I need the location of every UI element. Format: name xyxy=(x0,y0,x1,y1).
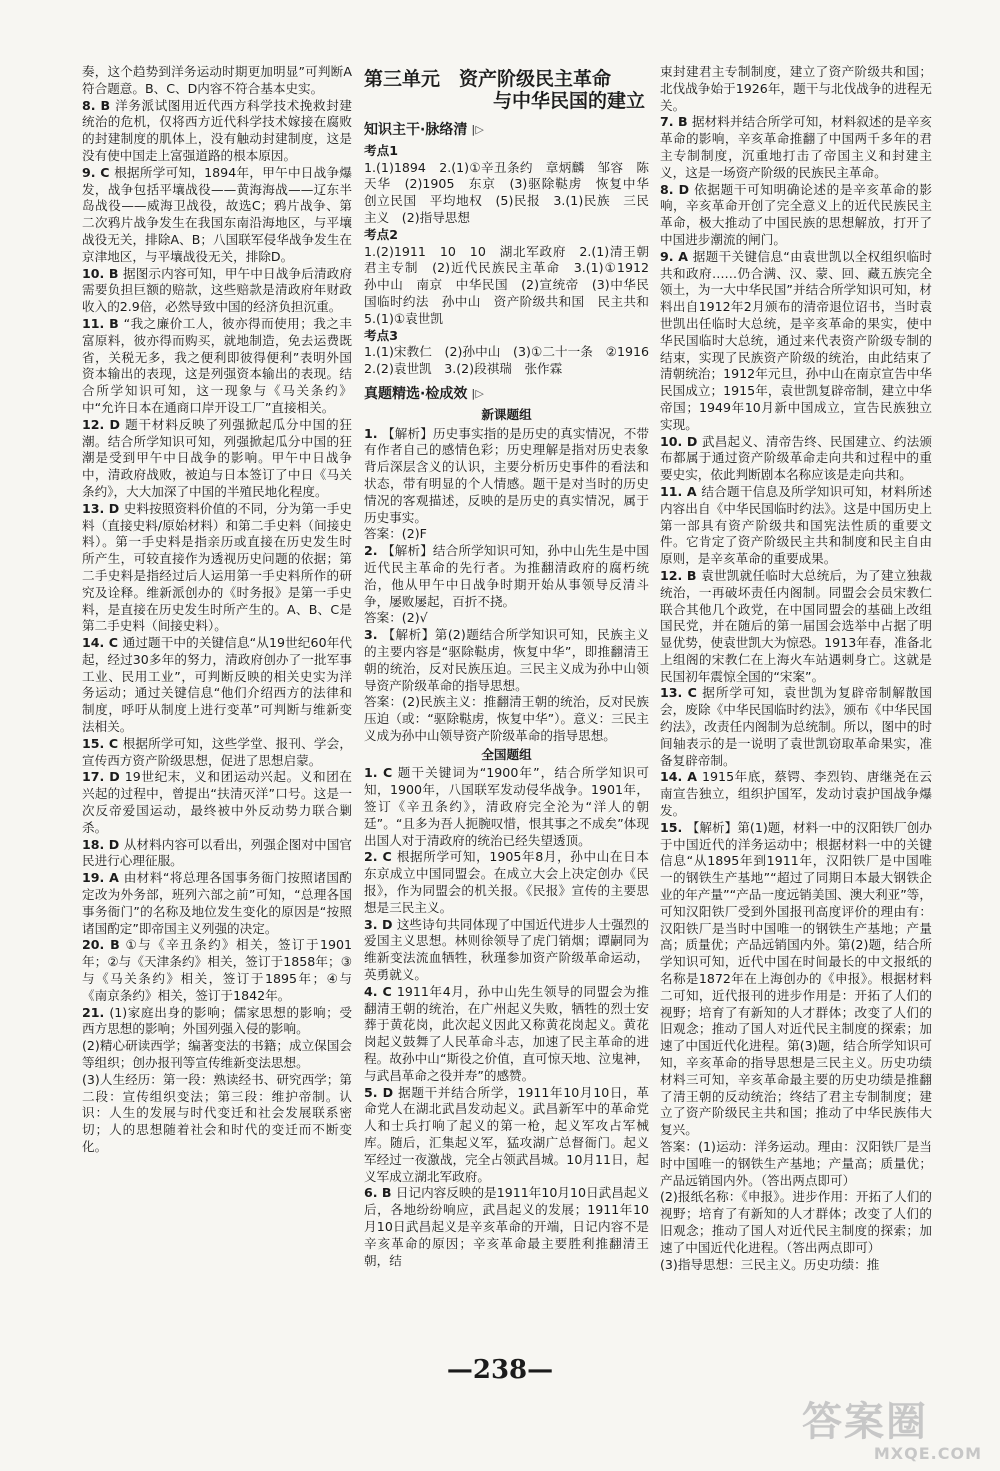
answer-number: 2. C xyxy=(364,849,397,865)
answer-text: 由材料“将总理各国事务衙门按照诸国酌定改为外务部，班列六部之前”可知，“总理各国事务衙门”的名称及地位发生变化的原因是“按照诸国酌定”即帝国主义列强的决定。 xyxy=(82,870,352,936)
answer-number: 20. B xyxy=(82,937,126,953)
answer-text: 答案：(1)运动：洋务运动。理由：汉阳铁厂是当时中国唯一的钢铁生产基地；产量高；质量优；产品远销国内外。（答出两点即可） xyxy=(660,1139,932,1188)
answer-item xyxy=(82,769,352,836)
answer-item xyxy=(82,1072,352,1156)
answer-text: 答案：(2)√ xyxy=(364,610,428,626)
answer-number: 11. A xyxy=(660,483,702,499)
answer-item xyxy=(82,870,352,937)
answer-number: 19. A xyxy=(82,870,124,886)
answer-item xyxy=(82,501,352,635)
answer-text: 1915年底，蔡锷、李烈钧、唐继尧在云南宣告独立，组织护国军，发动讨袁护国战争爆发。 xyxy=(660,769,932,819)
answer-item xyxy=(82,64,352,98)
answer-number: 1. C xyxy=(364,765,398,781)
answer-item xyxy=(82,736,352,770)
answer-item xyxy=(364,765,649,849)
watermark-text: 答案圈 xyxy=(802,1399,928,1445)
answer-item xyxy=(82,316,352,417)
answer-text: (3)指导思想：三民主义。历史功绩：推 xyxy=(660,1256,880,1272)
answer-item xyxy=(364,610,649,627)
subsection-title-national: 全国题组 xyxy=(481,746,532,762)
section-title: 知识主干·脉络清 xyxy=(364,122,468,138)
knowledge-points xyxy=(364,142,662,378)
answer-item xyxy=(660,249,932,434)
answer-text: 这些诗句共同体现了中国近代进步人士强烈的爱国主义思想。林则徐领导了虎门销烟；谭嗣同为维新变法流血牺牲，秋瑾参加资产阶级革命运动，英勇就义。 xyxy=(364,916,649,983)
answer-item xyxy=(660,114,932,181)
answer-number: 21. xyxy=(82,1004,110,1020)
answer-text: 武昌起义、清帝告终、民国建立、约法颁布都属于通过资产阶级革命走向共和过程中的重要史实，依此判断剧本名称应该是走向共和。 xyxy=(660,433,932,483)
answer-item xyxy=(660,685,932,769)
answer-number: 8. B xyxy=(82,97,116,113)
answer-number: 13. D xyxy=(82,500,124,516)
section-heading-knowledge xyxy=(364,122,649,139)
knowledge-point-label: 考点2 xyxy=(364,226,398,242)
answer-text: 【解析】第(2)题结合所学知识可知，民族主义的主要内容是“驱除鞑虏，恢复中华”，即推翻清王朝的统治，反对民族压迫。三民主义成为孙中山领导资产阶级革命的指导思想。 xyxy=(364,627,649,693)
answer-text: 根据所学可知，1894年，甲午中日战争爆发，战争包括平壤战役——黄海海战——辽东半岛战役——威海卫战役，故选C；鸦片战争、第二次鸦片战争发生在我国东南沿海地区，与平壤战役无关，排除A、B；八国联军侵华战争发生在京津地区，与平壤战役无关，排除D。 xyxy=(82,164,352,264)
answer-item xyxy=(364,526,649,543)
answer-item xyxy=(660,182,932,249)
answer-text: 据题干关键信息“由袁世凯以全权组织临时共和政府……仍合满、汉、蒙、回、藏五族完全领土，为一大中华民国”并结合所学知识可知，材料出自1912年2月颁布的清帝退位诏书，当时袁世凯出任临时大总统，是辛亥革命的果实，使中华民国临时大总统，通过来代表资产阶级专制的结束，实现了民族资产阶级的统治，由此结束了清朝统治；1912年元旦，孙中山在南京宣告中华民国成立；1915年，袁世凯复辟帝制，建立中华帝国；1949年10月新中国成立，宣告民族独立实现。 xyxy=(660,248,932,432)
answer-text: “我之廉价工人，彼亦得而使用；我之丰富原料，彼亦得而购买，就地制造，免去运费既省，关税无多，我之便利即彼得便利”表明外国资本输出的表现，这是列强资本输出的表现。结合所学知识可知，这一现象与《马关条约》中“允许日本在通商口岸开设工厂”直接相关。 xyxy=(82,315,352,415)
answer-text: 根据所学可知，1905年8月，孙中山在日本东京成立中国同盟会。在成立大会上决定创办《民报》，作为同盟会的机关报。《民报》宣传的主要思想是三民主义。 xyxy=(364,849,649,915)
answer-text: 【解析】结合所学知识可知，孙中山先生是中国近代民主革命的先行者。为推翻清政府的腐朽统治，他从甲午中日战争时期开始从事领导反清斗争，屡败屡起，百折不挠。 xyxy=(364,543,650,609)
column-middle xyxy=(364,64,662,1269)
double-arrow-icon: |▷ xyxy=(471,386,484,400)
knowledge-point-label: 考点3 xyxy=(364,327,398,343)
answer-text: 题干关键词为“1900年”，结合所学知识可知，1900年，八国联军发动侵华战争。1901年，签订《辛丑条约》，清政府完全沦为“洋人的朝廷”。“且多为吾人扼腕叹惜，恨其事之不成矣”体现出国人对于清政府的统治已经失望透顶。 xyxy=(364,765,649,848)
answer-number: 6. B xyxy=(364,1185,396,1201)
answer-text: (1)家庭出身的影响；儒家思想的影响；受西方思想的影响；外国列强入侵的影响。 xyxy=(82,1004,352,1037)
knowledge-point-label: 考点1 xyxy=(364,142,398,158)
answer-number: 3. D xyxy=(364,916,397,932)
section-heading-exam xyxy=(364,386,649,403)
answer-item xyxy=(660,64,932,114)
column-right xyxy=(660,64,932,1273)
unit-title xyxy=(364,68,649,112)
answer-text: 日记内容反映的是1911年10月10日武昌起义后，各地纷纷响应，武昌起义的发展；1911年10月10日武昌起义是辛亥革命的开端，日记内容不是辛亥革命的原因；辛亥革命最主要胜利推翻清王朝，结 xyxy=(364,1185,649,1268)
answer-text: (2)精心研读西学；编著变法的书籍；成立保国会等组织；创办报刊等宣传维新变法思想。 xyxy=(82,1038,352,1071)
answer-text: 根据所学可知，这些学堂、报刊、学会，宣传西方资产阶级思想，促进了思想启蒙。 xyxy=(82,735,352,768)
new-questions xyxy=(364,426,649,745)
answer-text: 1.(1)宋教仁 (2)孙中山 (3)①二十一条 ②1916 2.(2)袁世凯 3.(2)段祺瑞 张作霖 xyxy=(364,344,662,377)
answer-item xyxy=(82,937,352,1004)
answer-text: 奏，这个趋势到洋务运动时期更加明显”可判断A符合题意。B、C、D内容不符合基本史实。 xyxy=(82,64,352,96)
answer-number: 14. A xyxy=(660,769,703,785)
answer-text: 答案：(2)民族主义：推翻清王朝的统治，反对民族压迫（或：“驱除鞑虏，恢复中华”）。意义：三民主义成为孙中山领导资产阶级革命的指导思想。 xyxy=(364,694,649,743)
answer-number: 4. C xyxy=(364,983,397,999)
unit-title-line1: 第三单元 资产阶级民主革命 xyxy=(364,68,612,90)
answer-text: 据图示内容可知，甲午中日战争后清政府需要负担巨额的赔款，这些赔款是清政府年财政收入的2.9倍，必然导致中国的经济负担沉重。 xyxy=(82,265,353,315)
knowledge-point-answers xyxy=(364,159,662,227)
answer-item xyxy=(82,1038,352,1072)
answer-number: 18. D xyxy=(82,836,124,852)
answer-text: 洋务派试图用近代西方科学技术挽救封建统治的危机，仅将西方近代科学技术嫁接在腐败的封建制度的肌体上，没有触动封建制度，这是没有使中国走上富强道路的根本原因。 xyxy=(82,97,353,163)
answer-text: 通过题干中的关键信息“从19世纪60年代起，经过30多年的努力，清政府创办了一批军事工业、民用工业”，可判断反映的相关史实为洋务运动；通过关键信息“他们介绍西方的法律和制度，呼吁从制度上进行变革”可判断与维新变法相关。 xyxy=(82,635,353,735)
answer-item xyxy=(82,98,352,165)
section-title: 真题精选·检成效 xyxy=(364,385,468,402)
answer-text: 据所学可知，袁世凯为复辟帝制解散国会，废除《中华民国临时约法》，颁布《中华民国约法》，改责任内阁制为总统制。所以，图中的时间轴表示的是一说明了袁世凯窃取革命果实，准备复辟帝制。 xyxy=(660,685,932,768)
knowledge-point-answers xyxy=(364,344,662,378)
page-number: —238— xyxy=(446,1355,554,1385)
answer-text: 1.(2)1911 10 10 湖北军政府 2.(1)清王朝 君主专制 (2)近代民族民主革命 3.(1)①1912 孙中山 南京 中华民国 (2)宣统帝 (3)中华民国临时约法 孙中山 资产阶级共和国 民主共和 5.(1)①袁世凯 xyxy=(364,243,662,326)
answer-text: 19世纪末，义和团运动兴起。义和团在兴起的过程中，曾提出“扶清灭洋”口号。这是一次反帝爱国运动，最终被中外反动势力联合剿杀。 xyxy=(82,769,352,835)
answer-item xyxy=(364,694,649,744)
column-left xyxy=(82,64,352,1156)
answer-text: 据材料并结合所学可知，材料叙述的是辛亥革命的影响，辛亥革命推翻了中国两千多年的君主专制制度，沉重地打击了帝国主义和封建主义，这是一场资产阶级的民族民主革命。 xyxy=(660,114,932,180)
answer-item xyxy=(660,1189,932,1256)
national-questions xyxy=(364,765,649,1269)
double-arrow-icon: |▷ xyxy=(471,123,484,136)
answer-number: 11. B xyxy=(82,315,124,331)
answer-item xyxy=(660,434,932,484)
answer-number: 9. A xyxy=(660,248,693,264)
answer-number: 9. C xyxy=(82,164,115,180)
answer-item xyxy=(82,635,352,736)
unit-title-line2: 与中华民国的建立 xyxy=(492,90,645,112)
answer-item xyxy=(660,1139,932,1189)
answer-item xyxy=(660,820,932,1139)
answer-text: 束封建君主专制制度，建立了资产阶级共和国；北伐战争始于1926年，题干与北伐战争的进程无关。 xyxy=(660,64,932,113)
answer-item xyxy=(364,984,649,1085)
answer-item xyxy=(660,568,932,686)
answer-item xyxy=(660,1257,932,1274)
answer-text: 据题干并结合所学，1911年10月10日，革命党人在湖北武昌发动起义。武昌新军中的革命党人和士兵打响了起义的第一枪，起义军攻占军械库。随后，汇集起义军，猛攻湖广总督衙门。起义军经过一夜激战，完全占领武昌城。10月11日，起义军成立湖北军政府。 xyxy=(364,1084,649,1184)
answer-item xyxy=(364,1085,649,1186)
answer-text: (2)报纸名称：《申报》。进步作用：开拓了人们的视野；培育了有新知的人才群体；改变了人们的旧观念；推动了国人对近代民主制度的探索；加速了中国近代化进程。（答出两点即可） xyxy=(660,1189,932,1255)
answer-item xyxy=(660,769,932,819)
knowledge-point-heading xyxy=(364,227,649,244)
answer-item xyxy=(364,627,649,694)
answer-item xyxy=(660,484,932,568)
answer-number: 1. xyxy=(364,425,383,441)
answer-text: 题干材料反映了列强掀起瓜分中国的狂潮。结合所学知识可知，列强掀起瓜分中国的狂潮是受到甲午中日战争的影响。甲午中日战争中，清政府战败，被迫与日本签订了中日《马关条约》，大大加深了中国的半殖民地化程度。 xyxy=(82,416,352,499)
answer-number: 5. D xyxy=(364,1084,399,1100)
answer-number: 12. B xyxy=(660,567,702,583)
answer-item xyxy=(82,266,352,316)
answer-item xyxy=(364,426,649,527)
answer-number: 14. C xyxy=(82,635,123,651)
subsection-title-new: 新课题组 xyxy=(481,406,532,422)
answer-item xyxy=(82,837,352,871)
answer-number: 15. C xyxy=(82,735,123,751)
knowledge-point-answers xyxy=(364,243,662,328)
answer-number: 10. D xyxy=(660,433,702,449)
answer-number: 17. D xyxy=(82,769,125,785)
answer-number: 3. xyxy=(364,627,383,643)
answer-text: 答案：(2)F xyxy=(364,526,427,542)
answer-number: 2. xyxy=(364,543,383,559)
answer-text: 【解析】历史事实指的是历史的真实情况，不带有作者自己的感情色彩；历史理解是指对历史表象背后深层含义的认识，主要分析历史事件的看法和状态，带有明显的个人情感。题干是对当时的历史情况的客观描述，反映的是历史的真实情况，属于历史事实。 xyxy=(364,425,650,525)
answer-text: 1911年4月，孙中山先生领导的同盟会为推翻清王朝的统治，在广州起义失败，牺牲的烈士安葬于黄花岗，此次起义因此又称黄花岗起义。黄花岗起义鼓舞了人民革命斗志，加速了民主革命的进程。故孙中山“斯役之价值，直可惊天地、泣鬼神，与武昌革命之役并寿”的感赞。 xyxy=(364,983,649,1083)
answer-text: (3)人生经历：第一段：熟读经书、研究西学；第二段：宣传组织变法；第三段：维护帝制。认识：人生的发展与时代变迁和社会发展联系密切；人的思想随着社会和时代的变迁而不断变化。 xyxy=(82,1071,352,1154)
answer-text: ①与《辛丑条约》相关，签订于1901年；②与《天津条约》相关，签订于1858年；③与《马关条约》相关，签订于1895年；④与《南京条约》相关，签订于1842年。 xyxy=(82,937,352,1003)
answer-item xyxy=(364,917,649,984)
answer-item xyxy=(364,849,649,916)
answer-number: 7. B xyxy=(660,114,692,130)
answer-text: 依据题干可知明确论述的是辛亥革命的影响，辛亥革命开创了完全意义上的近代民族民主革命，极大推动了中国民族的思想解放，打开了中国进步潮流的闸门。 xyxy=(660,181,932,247)
knowledge-point-heading xyxy=(364,143,649,160)
watermark-logo xyxy=(802,1400,982,1466)
answer-text: 1.(1)1894 2.(1)①辛丑条约 章炳麟 邹容 陈天华 (2)1905 东京 (3)驱除鞑虏 恢复中华 创立民国 平均地权 (5)民报 3.(1)民族 三民主义 (2)指导思想 xyxy=(364,159,662,225)
answer-text: 结合题干信息及所学知识可知，材料所述内容出自《中华民国临时约法》。这是中国历史上第一部具有资产阶级共和国宪法性质的重要文件。它肯定了资产阶级民主共和制度和民主自由原则，是辛亥革命的重要成果。 xyxy=(660,483,933,567)
answer-item xyxy=(82,417,352,501)
answer-text: 从材料内容可以看出，列强企图对中国官民进行心理征服。 xyxy=(82,836,352,869)
answer-number: 13. C xyxy=(660,685,703,701)
answer-item xyxy=(82,1005,352,1039)
answer-number: 8. D xyxy=(660,181,695,197)
answer-number: 15. xyxy=(660,819,687,835)
answer-number: 10. B xyxy=(82,265,123,281)
answer-text: 【解析】第(1)题，材料一中的汉阳铁厂创办于中国近代的洋务运动中；根据材料一中的关键信息“从1895年到1911年，汉阳铁厂是中国唯一的钢铁生产基地”“超过了同期日本最大钢铁企业的年产量”“产品一度远销美国、澳大利亚”等，可知汉阳铁厂受到外国报刊高度评价的理由有：汉阳铁厂是当时中国唯一的钢铁生产基地；产量高；质量优；产品远销国内外。第(2)题，结合所学知识可知，近代中国在时间最长的中文报纸的名称是1872年在上海创办的《申报》。根据材料二可知，近代报刊的进步作用是：开拓了人们的视野；培育了有新知的人才群体；改变了人们的旧观念；推动了国人对近代民主制度的探索；加速了中国近代化进程。第(3)题，结合所学知识可知，辛亥革命的指导思想是三民主义。历史功绩材料三可知，辛亥革命最主要的历史功绩是推翻了清王朝的反动统治；终结了君主专制制度；建立了资产阶级民主共和国；推动了中华民族伟大复兴。 xyxy=(660,819,932,1138)
answer-text: 史料按照资料价值的不同，分为第一手史料（直接史料/原始材料）和第二手史料（间接史料）。第一手史料是指亲历或直接在历史发生时所产生，可较直接作为透视历史问题的依据；第二手史料是指经过后人运用第一手史料所作的研究及诠释。维新派创办的《时务报》是第一手史料，是直接在历史发生时所产生的。A、B、C是第二手史料（间接史料）。 xyxy=(82,500,352,634)
answer-item xyxy=(364,1185,649,1269)
answer-number: 12. D xyxy=(82,416,126,432)
watermark-url: MXQE.COM xyxy=(873,1444,982,1463)
answer-text: 袁世凯就任临时大总统后，为了建立独裁统治，一再破坏责任内阁制。同盟会会员宋教仁联合其他几个政党，在中国同盟会的基础上改组国民党，并在随后的第一届国会选举中占据了明显优势，使袁世凯大为惊恐。1913年春，准备北上组阁的宋教仁在上海火车站遇刺身亡。这就是民国初年震惊全国的“宋案”。 xyxy=(660,567,932,684)
answer-item xyxy=(364,543,649,610)
answer-item xyxy=(82,165,352,266)
knowledge-point-heading xyxy=(364,328,649,345)
